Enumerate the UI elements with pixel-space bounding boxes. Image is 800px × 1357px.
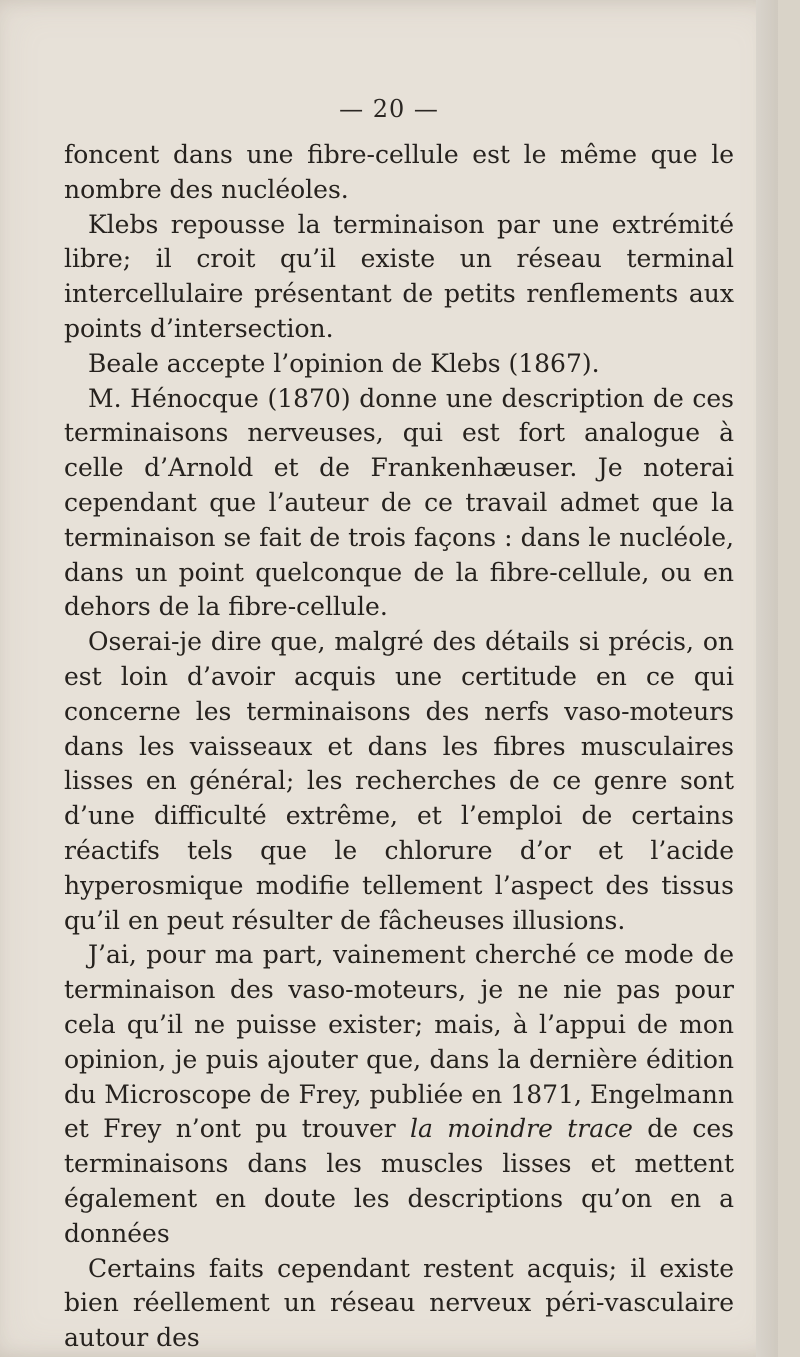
paragraph-certains: Certains faits cependant restent acquis; il existe bien réellement un réseau nerveux péri-vasculaire autour des [64, 1253, 734, 1353]
paragraph-oserai: Oserai-je dire que, malgré des détails si précis, on est loin d’avoir acquis une certitude en ce qui concerne les terminaisons des nerfs vaso-moteurs dans les vaisseaux et dans les fibres musculaires lisses en général; les recherches de ce genre sont d’une difficulté extrême, et l’emploi de certains réactifs tels que le chlorure d’or et l’acide hyperosmique modifie tellement l’aspect des tissus qu’il en peut résulter de fâcheuses illusions. [64, 627, 734, 935]
paragraph-klebs: Klebs repousse la terminaison par une extrémité libre; il croit qu’il existe un réseau terminal intercellulaire présentant de petits renflements aux points d’intersection. [64, 209, 734, 343]
page-edge [756, 0, 778, 1357]
paragraph-jai-text-1: J’ai, pour ma part, vainement cherché ce mode de terminaison des vaso-moteurs, je ne nie pas pour cela qu’il ne puisse exister; mais, à l’appui de mon opinion, je puis ajouter que, dans la dernière édition du Microscope de Frey, publiée en 1871, Engelmann et Frey n’ont pu trouver [64, 940, 734, 1144]
paragraph-jai [64, 938, 734, 1251]
page-number: — 20 — [339, 95, 439, 123]
paragraph-beale: Beale accepte l’opinion de Klebs (1867). [88, 348, 600, 378]
paragraph-continuation: foncent dans une fibre-cellule est le même que le nombre des nucléoles. [64, 140, 734, 204]
paragraph-jai-text-2: de ces terminaisons dans les muscles lisses et mettent également en doute les descriptions qu’on en a données [64, 1114, 734, 1248]
italic-phrase: la moindre trace [410, 1114, 633, 1144]
body-text [64, 138, 734, 1356]
paragraph-henocque: M. Hénocque (1870) donne une description de ces terminaisons nerveuses, qui est fort analogue à celle d’Arnold et de Frankenhæuser. Je noterai cependant que l’auteur de ce travail admet que la terminaison se fait de trois façons : dans le nucléole, dans un point quelconque de la fibre-cellule, ou en dehors de la fibre-cellule. [64, 383, 734, 622]
